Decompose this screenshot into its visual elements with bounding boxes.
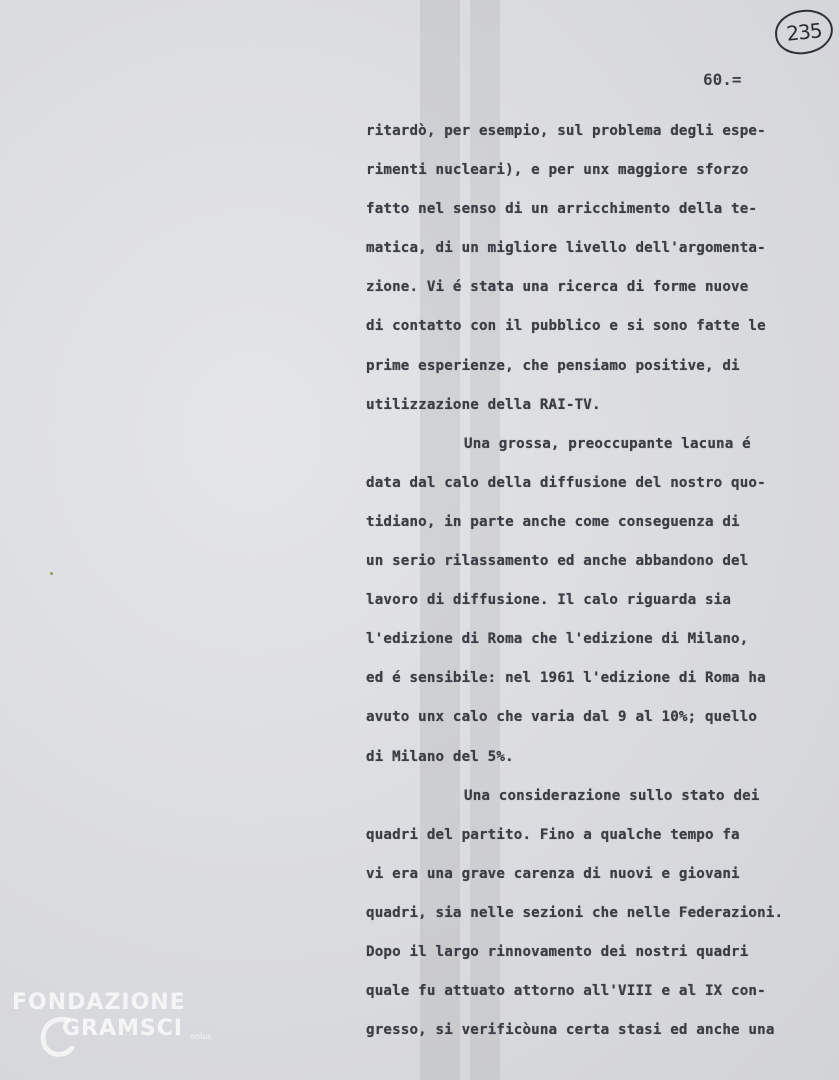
text-line: ritardò, per esempio, sul problema degli espe-: [366, 123, 766, 139]
text-line: Una considerazione sullo stato dei: [464, 787, 760, 804]
text-line: quadri del partito. Fino a qualche tempo fa: [366, 826, 740, 843]
text-line: utilizzazione della RAI-TV.: [366, 396, 601, 413]
text-line: quale fu attuato attorno all'VIII e al IX con-: [366, 983, 766, 1000]
text-line: l'edizione di Roma che l'edizione di Milano,: [366, 631, 749, 648]
text-line: zione. Vi é stata una ricerca di forme nuove: [366, 279, 749, 296]
text-line: matica, di un migliore livello dell'argomenta-: [366, 240, 766, 257]
text-line: di Milano del 5%.: [366, 748, 514, 765]
typescript-body: [366, 118, 836, 1056]
handwritten-page-number-text: 235: [785, 18, 823, 46]
text-line: rimenti nucleari), e per unx maggiore sforzo: [366, 162, 749, 179]
paper-speck: [50, 572, 53, 575]
text-line: gresso, si verificòuna certa stasi ed anche una: [366, 1022, 775, 1039]
handwritten-page-number: [773, 7, 835, 57]
text-line: fatto nel senso di un arricchimento della te-: [366, 201, 758, 218]
text-line: quadri, sia nelle sezioni che nelle Federazioni.: [366, 904, 784, 921]
text-line: di contatto con il pubblico e si sono fatte le: [366, 318, 766, 335]
watermark-line1: FONDAZIONE: [12, 990, 186, 1015]
text-line: ed é sensibile: nel 1961 l'edizione di Roma ha: [366, 670, 766, 687]
text-line: lavoro di diffusione. Il calo riguarda sia: [366, 592, 732, 609]
text-line: Una grossa, preoccupante lacuna é: [464, 435, 751, 452]
watermark-line2: GRAMSCI: [62, 1016, 184, 1041]
text-line: data dal calo della diffusione del nostro quo-: [366, 474, 766, 491]
text-line: avuto unx calo che varia dal 9 al 10%; quello: [366, 709, 758, 726]
text-line: prime esperienze, che pensiamo positive, di: [366, 357, 740, 374]
text-line: tidiano, in parte anche come conseguenza di: [366, 513, 740, 530]
text-line: Dopo il largo rinnovamento dei nostri quadri: [366, 943, 749, 960]
text-line: un serio rilassamento ed anche abbandono del: [366, 553, 749, 570]
watermark-suffix: onlus: [190, 1032, 212, 1041]
text-line: vi era una grave carenza di nuovi e giovani: [366, 865, 740, 882]
folio-number: 60.=: [703, 70, 742, 89]
fondazione-gramsci-watermark: [12, 990, 232, 1070]
